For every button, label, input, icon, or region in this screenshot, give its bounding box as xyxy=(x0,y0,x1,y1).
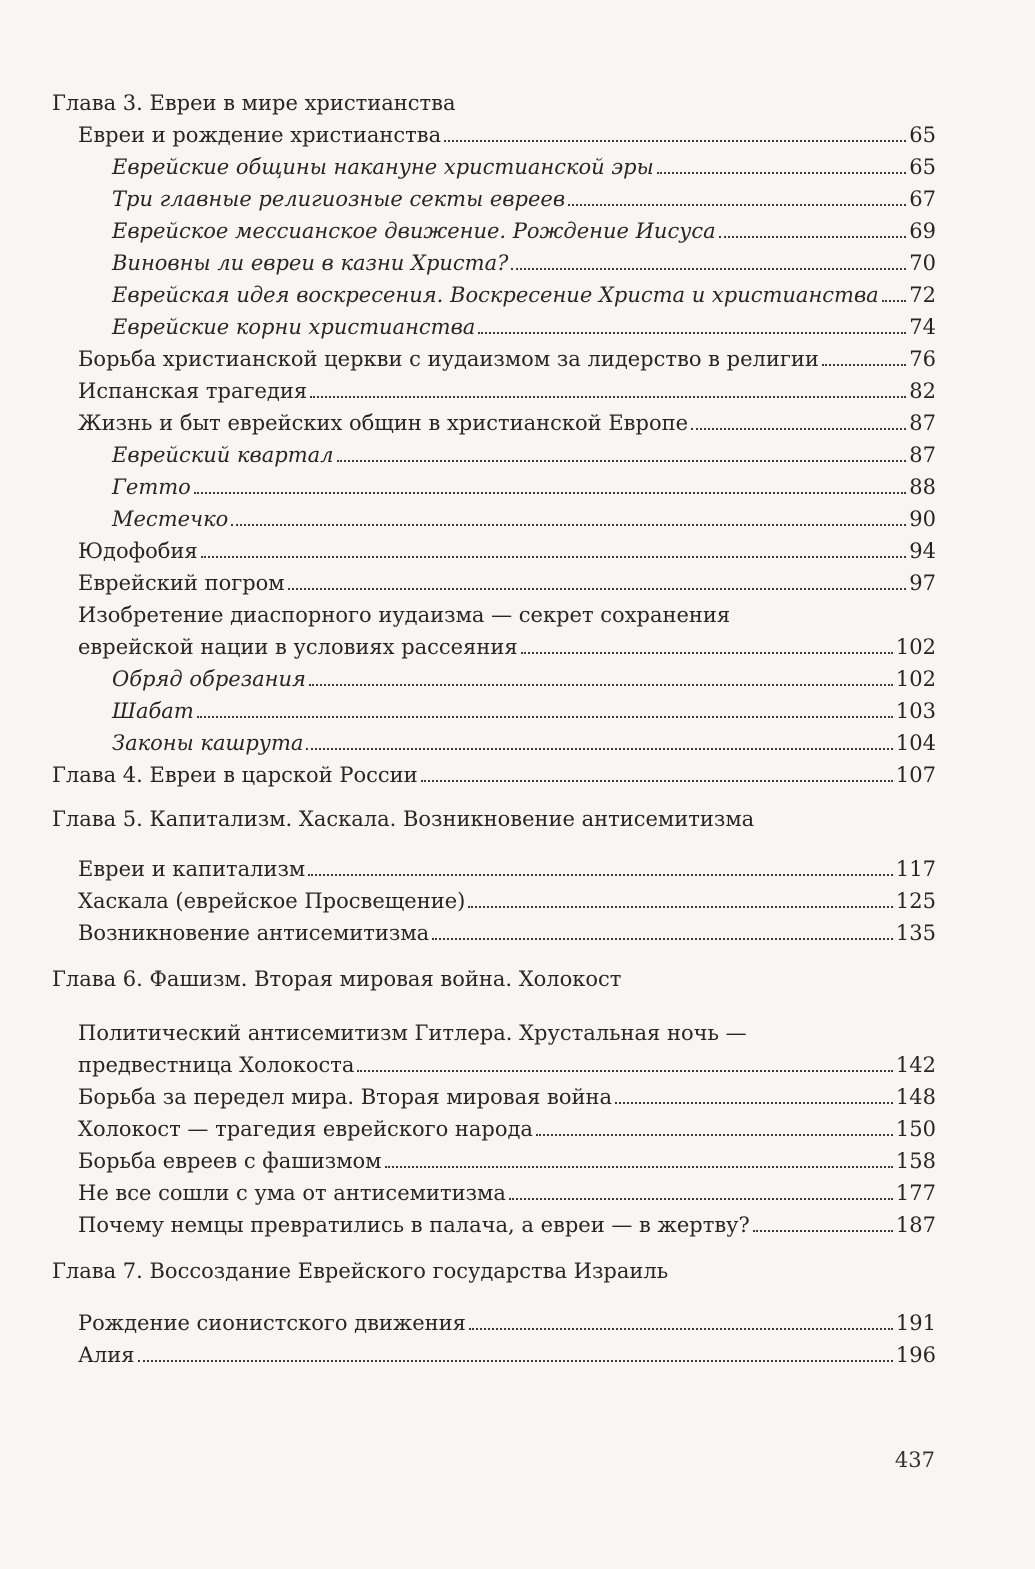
toc-entry-page: 69 xyxy=(909,219,936,243)
dot-leader xyxy=(197,716,893,718)
toc-entry-page: 65 xyxy=(909,155,936,179)
toc-chapter xyxy=(52,960,936,992)
toc-entry-title: Законы кашрута xyxy=(112,731,304,755)
dot-leader xyxy=(521,652,893,654)
dot-leader xyxy=(138,1360,893,1362)
toc-entry-title: Евреи и рождение христианства xyxy=(78,123,442,147)
dot-leader xyxy=(288,588,907,590)
toc-entry-title: Изобретение диаспорного иудаизма — секрет сохранения xyxy=(78,603,731,627)
toc-entry-title: Еврейские корни христианства xyxy=(112,315,476,339)
toc-entry-page: 125 xyxy=(895,889,936,913)
dot-leader xyxy=(309,684,893,686)
toc-entry-page: 70 xyxy=(909,251,936,275)
toc-section xyxy=(78,340,936,372)
toc-subsection xyxy=(112,180,936,212)
dot-leader xyxy=(432,938,893,940)
toc-entry-page: 88 xyxy=(909,475,936,499)
toc-section xyxy=(78,628,936,660)
toc-entry-page: 196 xyxy=(895,1343,936,1367)
toc-subsection xyxy=(112,692,936,724)
toc-entry-page: 65 xyxy=(909,123,936,147)
toc-entry-title: Местечко xyxy=(112,507,229,531)
dot-leader xyxy=(509,1198,893,1200)
toc-section xyxy=(78,1046,936,1078)
dot-leader xyxy=(231,524,906,526)
toc-subsection xyxy=(112,436,936,468)
dot-leader xyxy=(822,364,906,366)
toc-entry-page: 102 xyxy=(895,667,936,691)
toc-section xyxy=(78,1142,936,1174)
dot-leader xyxy=(719,236,907,238)
toc-entry-page: 158 xyxy=(895,1149,936,1173)
toc-entry-title: Почему немцы превратились в палача, а евреи — в жертву? xyxy=(78,1213,750,1237)
dot-leader xyxy=(568,204,906,206)
toc-entry-title: Глава 5. Капитализм. Хаскала. Возникновение антисемитизма xyxy=(52,807,755,831)
toc-entry-page: 94 xyxy=(909,539,936,563)
toc-section xyxy=(78,1304,936,1336)
toc-entry-title: Шабат xyxy=(112,699,194,723)
dot-leader xyxy=(753,1230,893,1232)
toc-entry-title: Борьба за передел мира. Вторая мировая война xyxy=(78,1085,612,1109)
toc-entry-page: 87 xyxy=(909,443,936,467)
toc-chapter xyxy=(52,1252,936,1284)
toc-section xyxy=(78,1174,936,1206)
dot-leader xyxy=(536,1134,893,1136)
toc-entry-title: Глава 6. Фашизм. Вторая мировая война. Холокост xyxy=(52,967,622,991)
toc-chapter xyxy=(52,84,936,116)
toc-entry-title: Глава 4. Евреи в царской России xyxy=(52,763,418,787)
toc-section xyxy=(78,882,936,914)
toc-entry-page: 76 xyxy=(909,347,936,371)
dot-leader xyxy=(201,556,907,558)
toc-entry-title: предвестница Холокоста xyxy=(78,1053,355,1077)
toc-entry-page: 67 xyxy=(909,187,936,211)
toc-subsection xyxy=(112,724,936,756)
toc-entry-title: Евреи и капитализм xyxy=(78,857,306,881)
toc-subsection xyxy=(112,244,936,276)
dot-leader xyxy=(444,140,906,142)
toc-entry-title: Еврейский квартал xyxy=(112,443,334,467)
toc-entry-page: 90 xyxy=(909,507,936,531)
toc-entry-page: 72 xyxy=(909,283,936,307)
toc-entry-page: 107 xyxy=(895,763,936,787)
toc-section xyxy=(78,404,936,436)
toc-entry-page: 102 xyxy=(895,635,936,659)
toc-entry-page: 117 xyxy=(895,857,936,881)
toc-entry-page: 177 xyxy=(895,1181,936,1205)
toc-entry-title: Глава 3. Евреи в мире христианства xyxy=(52,91,456,115)
toc-entry-title: еврейской нации в условиях рассеяния xyxy=(78,635,518,659)
toc-entry-page: 142 xyxy=(895,1053,936,1077)
dot-leader xyxy=(468,906,893,908)
dot-leader xyxy=(357,1070,893,1072)
toc-section xyxy=(78,596,936,628)
toc-entry-title: Виновны ли евреи в казни Христа? xyxy=(112,251,509,275)
toc-entry-title: Глава 7. Воссоздание Еврейского государства Израиль xyxy=(52,1259,669,1283)
dot-leader xyxy=(691,428,906,430)
page-number: 437 xyxy=(894,1448,935,1472)
toc-entry-page: 103 xyxy=(895,699,936,723)
toc-entry-page: 97 xyxy=(909,571,936,595)
toc-subsection xyxy=(112,276,936,308)
dot-leader xyxy=(478,332,906,334)
toc-subsection xyxy=(112,660,936,692)
toc-entry-title: Еврейское мессианское движение. Рождение Иисуса xyxy=(112,219,716,243)
toc-subsection xyxy=(112,212,936,244)
dot-leader xyxy=(615,1102,893,1104)
toc-entry-title: Возникновение антисемитизма xyxy=(78,921,430,945)
dot-leader xyxy=(194,492,906,494)
toc-entry-page: 150 xyxy=(895,1117,936,1141)
toc-section xyxy=(78,1336,936,1368)
dot-leader xyxy=(337,460,907,462)
toc-entry-page: 191 xyxy=(895,1311,936,1335)
toc-entry-title: Гетто xyxy=(112,475,191,499)
toc-entry-title: Алия xyxy=(78,1343,135,1367)
toc-entry-title: Борьба евреев с фашизмом xyxy=(78,1149,382,1173)
dot-leader xyxy=(385,1166,893,1168)
toc-section xyxy=(78,1014,936,1046)
toc-entry-page: 87 xyxy=(909,411,936,435)
toc-entry-title: Борьба христианской церкви с иудаизмом за лидерство в религии xyxy=(78,347,819,371)
toc-chapter xyxy=(52,800,936,832)
dot-leader xyxy=(421,780,893,782)
dot-leader xyxy=(657,172,907,174)
dot-leader xyxy=(882,300,907,302)
toc-entry-page: 104 xyxy=(895,731,936,755)
toc-section xyxy=(78,914,936,946)
toc-entry-title: Рождение сионистского движения xyxy=(78,1311,466,1335)
toc-entry-title: Обряд обрезания xyxy=(112,667,306,691)
toc-section xyxy=(78,1078,936,1110)
toc-entry-title: Хаскала (еврейское Просвещение) xyxy=(78,889,466,913)
dot-leader xyxy=(308,874,893,876)
toc-subsection xyxy=(112,500,936,532)
toc-entry-title: Жизнь и быт еврейских общин в христианской Европе xyxy=(78,411,689,435)
toc-entry-page: 82 xyxy=(909,379,936,403)
toc-subsection xyxy=(112,468,936,500)
toc-entry-page: 135 xyxy=(895,921,936,945)
toc-subsection xyxy=(112,148,936,180)
toc-entry-page: 74 xyxy=(909,315,936,339)
toc-section xyxy=(78,1110,936,1142)
toc-entry-title: Испанская трагедия xyxy=(78,379,308,403)
dot-leader xyxy=(306,748,892,750)
toc-entry-title: Еврейский погром xyxy=(78,571,285,595)
toc-entry-title: Юдофобия xyxy=(78,539,198,563)
toc-chapter xyxy=(52,756,936,788)
toc-entry-title: Холокост — трагедия еврейского народа xyxy=(78,1117,533,1141)
toc-section xyxy=(78,116,936,148)
toc-entry-page: 148 xyxy=(895,1085,936,1109)
toc-entry-title: Политический антисемитизм Гитлера. Хрустальная ночь — xyxy=(78,1021,747,1045)
toc-section xyxy=(78,532,936,564)
toc-entry-title: Три главные религиозные секты евреев xyxy=(112,187,566,211)
toc-section xyxy=(78,1206,936,1238)
dot-leader xyxy=(511,268,906,270)
toc-subsection xyxy=(112,308,936,340)
dot-leader xyxy=(310,396,906,398)
toc-section xyxy=(78,564,936,596)
toc-entry-title: Еврейские общины накануне христианской эры xyxy=(112,155,654,179)
toc-section xyxy=(78,850,936,882)
toc-entry-title: Еврейская идея воскресения. Воскресение Христа и христианства xyxy=(112,283,879,307)
toc-entry-title: Не все сошли с ума от антисемитизма xyxy=(78,1181,506,1205)
dot-leader xyxy=(469,1328,893,1330)
toc-entry-page: 187 xyxy=(895,1213,936,1237)
toc-section xyxy=(78,372,936,404)
